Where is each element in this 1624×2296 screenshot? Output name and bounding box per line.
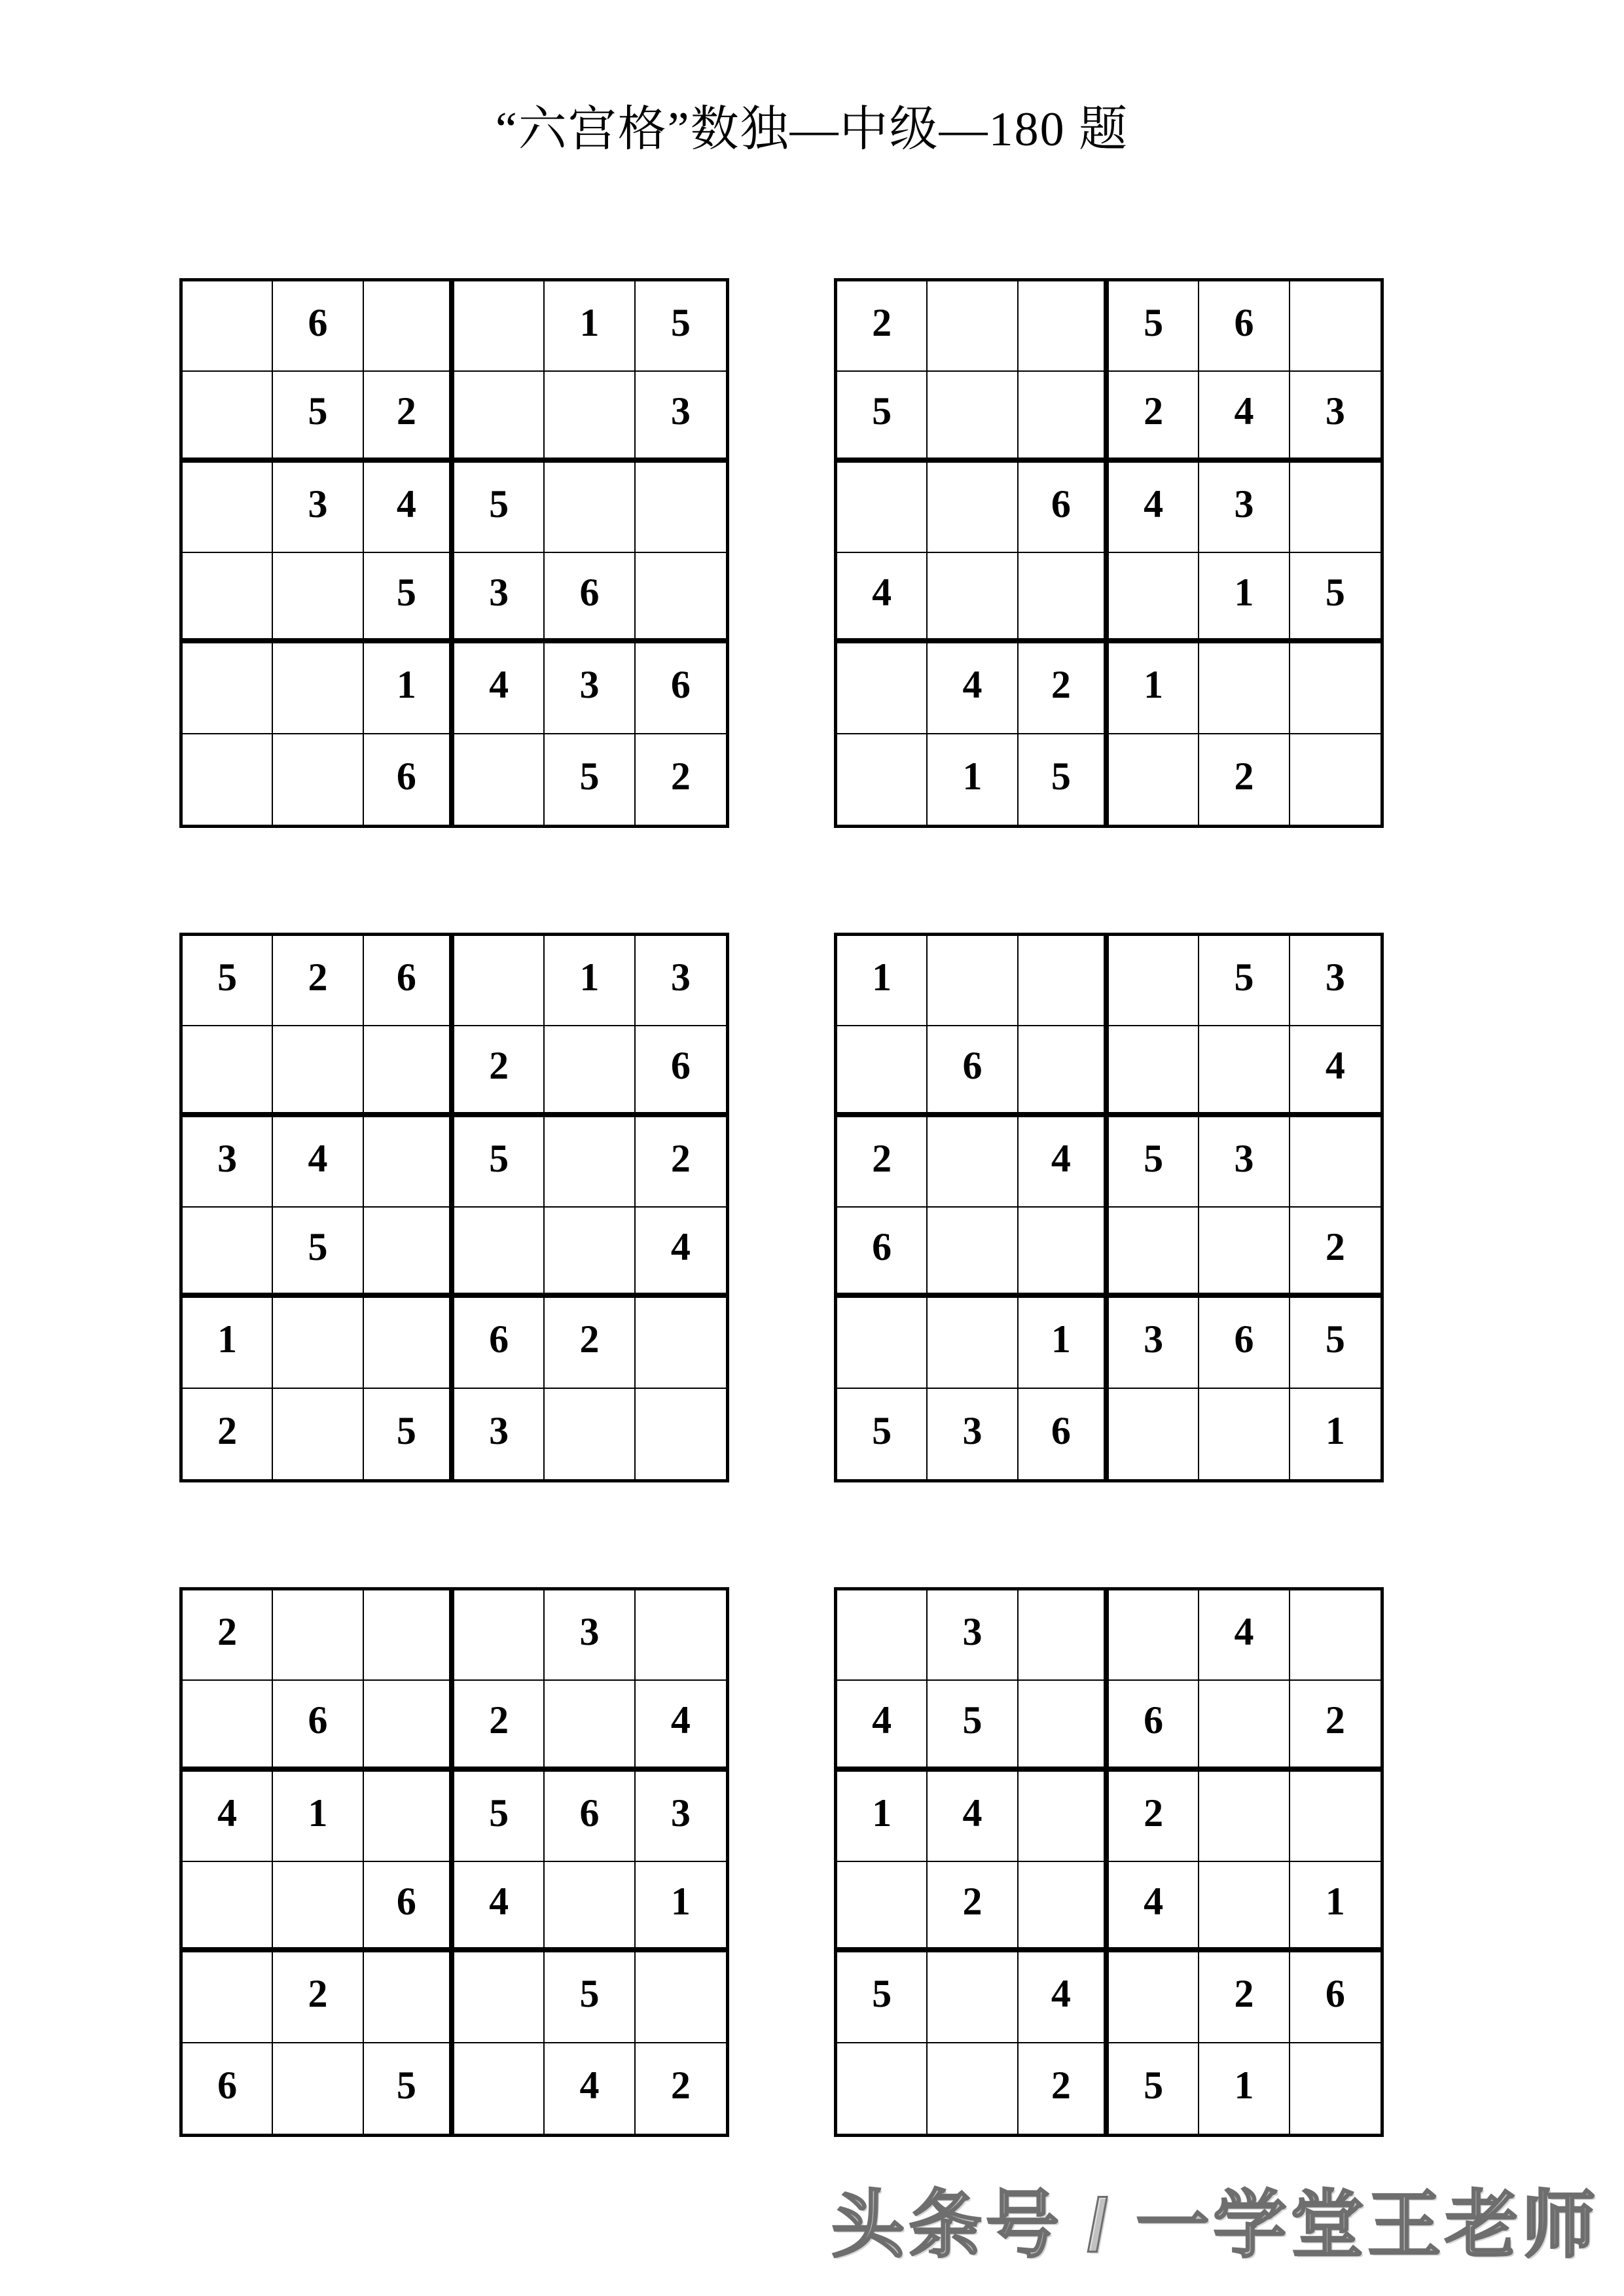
sudoku-given-cell[interactable]: 4 [837,553,928,643]
sudoku-empty-cell[interactable] [1019,372,1109,462]
sudoku-empty-cell[interactable] [928,372,1018,462]
sudoku-given-cell[interactable]: 6 [636,643,726,734]
sudoku-given-cell[interactable]: 5 [273,372,363,462]
sudoku-empty-cell[interactable] [454,734,545,825]
sudoku-empty-cell[interactable] [183,1862,273,1952]
sudoku-empty-cell[interactable] [364,1298,454,1388]
sudoku-empty-cell[interactable] [1109,553,1199,643]
sudoku-given-cell[interactable]: 5 [1109,2043,1199,2134]
sudoku-given-cell[interactable]: 1 [273,1772,363,1862]
sudoku-empty-cell[interactable] [1290,734,1380,825]
sudoku-given-cell[interactable]: 5 [364,2043,454,2134]
sudoku-given-cell[interactable]: 3 [1109,1298,1199,1388]
sudoku-given-cell[interactable]: 6 [364,936,454,1026]
sudoku-given-cell[interactable]: 4 [1109,463,1199,553]
sudoku-empty-cell[interactable] [1019,1590,1109,1681]
sudoku-given-cell[interactable]: 1 [1290,1389,1380,1479]
sudoku-empty-cell[interactable] [928,1208,1018,1298]
sudoku-empty-cell[interactable] [928,1952,1018,2043]
sudoku-empty-cell[interactable] [1199,1389,1290,1479]
sudoku-empty-cell[interactable] [636,553,726,643]
sudoku-empty-cell[interactable] [1019,936,1109,1026]
sudoku-grid-6[interactable] [834,1587,1384,2137]
sudoku-given-cell[interactable]: 4 [364,463,454,553]
sudoku-given-cell[interactable]: 1 [1109,643,1199,734]
sudoku-grid-4[interactable] [834,933,1384,1482]
sudoku-given-cell[interactable]: 6 [545,1772,635,1862]
sudoku-given-cell[interactable]: 4 [273,1117,363,1208]
sudoku-empty-cell[interactable] [183,1681,273,1771]
sudoku-given-cell[interactable]: 5 [364,1389,454,1479]
sudoku-empty-cell[interactable] [454,2043,545,2134]
sudoku-given-cell[interactable]: 5 [1109,281,1199,372]
sudoku-given-cell[interactable]: 2 [1109,1772,1199,1862]
sudoku-empty-cell[interactable] [1199,1026,1290,1117]
sudoku-given-cell[interactable]: 4 [928,1772,1018,1862]
sudoku-empty-cell[interactable] [1290,2043,1380,2134]
sudoku-empty-cell[interactable] [545,1862,635,1952]
sudoku-given-cell[interactable]: 2 [454,1681,545,1771]
sudoku-given-cell[interactable]: 6 [928,1026,1018,1117]
sudoku-empty-cell[interactable] [545,1389,635,1479]
sudoku-empty-cell[interactable] [837,1026,928,1117]
sudoku-empty-cell[interactable] [636,1389,726,1479]
sudoku-given-cell[interactable]: 1 [837,1772,928,1862]
sudoku-given-cell[interactable]: 3 [454,1389,545,1479]
sudoku-given-cell[interactable]: 5 [837,1952,928,2043]
sudoku-given-cell[interactable]: 2 [1019,643,1109,734]
sudoku-given-cell[interactable]: 2 [1019,2043,1109,2134]
sudoku-given-cell[interactable]: 2 [183,1590,273,1681]
page-title: “六宫格”数独—中级—180 题 [495,103,1129,156]
sudoku-empty-cell[interactable] [837,643,928,734]
sudoku-puzzle-2 [834,278,1384,828]
sudoku-given-cell[interactable]: 4 [1290,1026,1380,1117]
sudoku-empty-cell[interactable] [1109,1590,1199,1681]
sudoku-empty-cell[interactable] [183,1952,273,2043]
sudoku-given-cell[interactable]: 3 [273,463,363,553]
sudoku-given-cell[interactable]: 5 [636,281,726,372]
sudoku-given-cell[interactable]: 5 [273,1208,363,1298]
sudoku-given-cell[interactable]: 2 [636,1117,726,1208]
sudoku-empty-cell[interactable] [837,2043,928,2134]
sudoku-given-cell[interactable]: 4 [454,1862,545,1952]
sudoku-empty-cell[interactable] [928,2043,1018,2134]
sudoku-empty-cell[interactable] [273,1590,363,1681]
sudoku-given-cell[interactable]: 6 [454,1298,545,1388]
sudoku-empty-cell[interactable] [1109,1952,1199,2043]
sudoku-empty-cell[interactable] [636,1298,726,1388]
sudoku-grid-5[interactable] [179,1587,729,2137]
sudoku-given-cell[interactable]: 6 [1019,463,1109,553]
sudoku-empty-cell[interactable] [1019,1208,1109,1298]
sudoku-given-cell[interactable]: 6 [545,553,635,643]
sudoku-puzzle-5 [179,1587,729,2137]
sudoku-empty-cell[interactable] [273,1026,363,1117]
sudoku-given-cell[interactable]: 2 [1109,372,1199,462]
sudoku-empty-cell[interactable] [454,372,545,462]
sudoku-given-cell[interactable]: 1 [837,936,928,1026]
sudoku-puzzle-4 [834,933,1384,1482]
sudoku-given-cell[interactable]: 1 [1290,1862,1380,1952]
sudoku-given-cell[interactable]: 3 [545,643,635,734]
sudoku-given-cell[interactable]: 6 [273,1681,363,1771]
sudoku-given-cell[interactable]: 3 [183,1117,273,1208]
sudoku-given-cell[interactable]: 1 [1199,553,1290,643]
sudoku-empty-cell[interactable] [454,936,545,1026]
sudoku-given-cell[interactable]: 2 [1199,734,1290,825]
sudoku-empty-cell[interactable] [1019,553,1109,643]
sudoku-empty-cell[interactable] [545,1681,635,1771]
sudoku-given-cell[interactable]: 3 [1290,372,1380,462]
sudoku-empty-cell[interactable] [273,1862,363,1952]
sudoku-given-cell[interactable]: 2 [545,1298,635,1388]
sudoku-empty-cell[interactable] [1290,281,1380,372]
sudoku-given-cell[interactable]: 1 [636,1862,726,1952]
sudoku-grid-2[interactable] [834,278,1384,828]
sudoku-empty-cell[interactable] [273,1389,363,1479]
sudoku-given-cell[interactable]: 6 [273,281,363,372]
sudoku-given-cell[interactable]: 4 [1109,1862,1199,1952]
sudoku-given-cell[interactable]: 2 [1290,1208,1380,1298]
sudoku-given-cell[interactable]: 5 [837,372,928,462]
sudoku-given-cell[interactable]: 5 [1019,734,1109,825]
sudoku-given-cell[interactable]: 2 [636,2043,726,2134]
sudoku-given-cell[interactable]: 4 [1199,1590,1290,1681]
sudoku-given-cell[interactable]: 5 [454,1772,545,1862]
sudoku-empty-cell[interactable] [545,372,635,462]
puzzle-area [179,278,1449,2107]
sudoku-empty-cell[interactable] [273,1298,363,1388]
sudoku-given-cell[interactable]: 2 [273,1952,363,2043]
sudoku-given-cell[interactable]: 4 [454,643,545,734]
sudoku-puzzle-6 [834,1587,1384,2137]
sudoku-empty-cell[interactable] [928,553,1018,643]
sudoku-empty-cell[interactable] [273,2043,363,2134]
sudoku-empty-cell[interactable] [1290,643,1380,734]
sudoku-given-cell[interactable]: 2 [1199,1952,1290,2043]
sudoku-given-cell[interactable]: 5 [1290,553,1380,643]
sudoku-empty-cell[interactable] [636,1590,726,1681]
sudoku-empty-cell[interactable] [1199,1681,1290,1771]
sudoku-empty-cell[interactable] [928,936,1018,1026]
sudoku-empty-cell[interactable] [364,281,454,372]
sudoku-given-cell[interactable]: 1 [1019,1298,1109,1388]
sudoku-empty-cell[interactable] [545,1117,635,1208]
sudoku-given-cell[interactable]: 3 [636,372,726,462]
sudoku-given-cell[interactable]: 6 [1290,1952,1380,2043]
sudoku-empty-cell[interactable] [1290,1590,1380,1681]
sudoku-given-cell[interactable]: 6 [183,2043,273,2134]
sudoku-given-cell[interactable]: 1 [928,734,1018,825]
sudoku-empty-cell[interactable] [364,1952,454,2043]
sudoku-given-cell[interactable]: 4 [928,643,1018,734]
sudoku-given-cell[interactable]: 3 [928,1389,1018,1479]
sudoku-empty-cell[interactable] [183,1026,273,1117]
sudoku-given-cell[interactable]: 5 [928,1681,1018,1771]
sudoku-given-cell[interactable]: 6 [1199,281,1290,372]
sudoku-empty-cell[interactable] [1019,1862,1109,1952]
sudoku-given-cell[interactable]: 6 [636,1026,726,1117]
sudoku-given-cell[interactable]: 4 [636,1208,726,1298]
sudoku-given-cell[interactable]: 6 [1019,1389,1109,1479]
sudoku-given-cell[interactable]: 3 [928,1590,1018,1681]
sudoku-given-cell[interactable]: 5 [1290,1298,1380,1388]
sudoku-given-cell[interactable]: 2 [837,1117,928,1208]
sudoku-empty-cell[interactable] [1109,936,1199,1026]
sudoku-empty-cell[interactable] [454,1208,545,1298]
sudoku-given-cell[interactable]: 2 [636,734,726,825]
sudoku-empty-cell[interactable] [928,1298,1018,1388]
sudoku-given-cell[interactable]: 4 [1019,1117,1109,1208]
sudoku-empty-cell[interactable] [1290,1117,1380,1208]
sudoku-given-cell[interactable]: 4 [545,2043,635,2134]
sudoku-given-cell[interactable]: 2 [1290,1681,1380,1771]
sudoku-given-cell[interactable]: 3 [636,936,726,1026]
sudoku-empty-cell[interactable] [364,1681,454,1771]
sudoku-empty-cell[interactable] [1109,1208,1199,1298]
sudoku-empty-cell[interactable] [1019,1026,1109,1117]
sudoku-empty-cell[interactable] [1019,281,1109,372]
sudoku-given-cell[interactable]: 2 [183,1389,273,1479]
sudoku-empty-cell[interactable] [837,1298,928,1388]
sudoku-given-cell[interactable]: 6 [364,734,454,825]
sudoku-empty-cell[interactable] [1109,734,1199,825]
sudoku-empty-cell[interactable] [273,734,363,825]
sudoku-empty-cell[interactable] [364,1590,454,1681]
sudoku-empty-cell[interactable] [837,1862,928,1952]
sudoku-given-cell[interactable]: 2 [837,281,928,372]
sudoku-empty-cell[interactable] [364,1772,454,1862]
sudoku-given-cell[interactable]: 2 [273,936,363,1026]
sudoku-given-cell[interactable]: 5 [545,734,635,825]
sudoku-given-cell[interactable]: 6 [364,1862,454,1952]
sudoku-empty-cell[interactable] [1199,1862,1290,1952]
sudoku-given-cell[interactable]: 5 [454,463,545,553]
sudoku-empty-cell[interactable] [364,1208,454,1298]
sudoku-given-cell[interactable]: 5 [545,1952,635,2043]
sudoku-given-cell[interactable]: 4 [636,1681,726,1771]
sudoku-empty-cell[interactable] [837,463,928,553]
sudoku-empty-cell[interactable] [183,463,273,553]
sudoku-empty-cell[interactable] [636,463,726,553]
sudoku-empty-cell[interactable] [1019,1681,1109,1771]
sudoku-puzzle-1 [179,278,729,828]
sudoku-empty-cell[interactable] [183,281,273,372]
sudoku-given-cell[interactable]: 5 [364,553,454,643]
sudoku-given-cell[interactable]: 3 [454,553,545,643]
sudoku-empty-cell[interactable] [454,281,545,372]
sudoku-given-cell[interactable]: 5 [837,1389,928,1479]
sudoku-empty-cell[interactable] [837,1590,928,1681]
sudoku-empty-cell[interactable] [1019,1772,1109,1862]
sudoku-empty-cell[interactable] [364,1026,454,1117]
sudoku-empty-cell[interactable] [636,1952,726,2043]
sudoku-given-cell[interactable]: 3 [1290,936,1380,1026]
sudoku-empty-cell[interactable] [1199,643,1290,734]
sudoku-empty-cell[interactable] [928,281,1018,372]
sudoku-empty-cell[interactable] [1199,1208,1290,1298]
sudoku-given-cell[interactable]: 3 [545,1590,635,1681]
sudoku-given-cell[interactable]: 1 [545,936,635,1026]
sudoku-grid-3[interactable] [179,933,729,1482]
sudoku-given-cell[interactable]: 2 [364,372,454,462]
sudoku-empty-cell[interactable] [1109,1389,1199,1479]
sudoku-given-cell[interactable]: 4 [183,1772,273,1862]
sudoku-given-cell[interactable]: 4 [1019,1952,1109,2043]
sudoku-empty-cell[interactable] [545,463,635,553]
sudoku-empty-cell[interactable] [928,1117,1018,1208]
sudoku-empty-cell[interactable] [183,734,273,825]
sudoku-given-cell[interactable]: 5 [1199,936,1290,1026]
sudoku-given-cell[interactable]: 3 [1199,463,1290,553]
sudoku-empty-cell[interactable] [1290,463,1380,553]
sudoku-empty-cell[interactable] [454,1590,545,1681]
sudoku-empty-cell[interactable] [273,553,363,643]
sudoku-grid-1[interactable] [179,278,729,828]
sudoku-given-cell[interactable]: 6 [1199,1298,1290,1388]
sudoku-given-cell[interactable]: 6 [837,1208,928,1298]
watermark-text: 头条号 / 一学堂王老师 [831,2184,1600,2266]
sudoku-empty-cell[interactable] [183,553,273,643]
sudoku-empty-cell[interactable] [1290,1772,1380,1862]
sudoku-empty-cell[interactable] [545,1208,635,1298]
sudoku-given-cell[interactable]: 1 [364,643,454,734]
sudoku-given-cell[interactable]: 5 [183,936,273,1026]
sudoku-empty-cell[interactable] [454,1952,545,2043]
sudoku-given-cell[interactable]: 1 [1199,2043,1290,2134]
sudoku-empty-cell[interactable] [928,463,1018,553]
sudoku-given-cell[interactable]: 2 [454,1026,545,1117]
sudoku-puzzle-3 [179,933,729,1482]
sudoku-empty-cell[interactable] [545,1026,635,1117]
sudoku-empty-cell[interactable] [1109,1026,1199,1117]
sudoku-given-cell[interactable]: 2 [928,1862,1018,1952]
sudoku-given-cell[interactable]: 1 [183,1298,273,1388]
sudoku-empty-cell[interactable] [183,1208,273,1298]
sudoku-empty-cell[interactable] [183,643,273,734]
sudoku-given-cell[interactable]: 4 [1199,372,1290,462]
sudoku-empty-cell[interactable] [273,643,363,734]
sudoku-given-cell[interactable]: 5 [454,1117,545,1208]
sudoku-given-cell[interactable]: 6 [1109,1681,1199,1771]
sudoku-empty-cell[interactable] [183,372,273,462]
sudoku-empty-cell[interactable] [837,734,928,825]
sudoku-given-cell[interactable]: 4 [837,1681,928,1771]
sudoku-empty-cell[interactable] [364,1117,454,1208]
sudoku-given-cell[interactable]: 1 [545,281,635,372]
sudoku-given-cell[interactable]: 3 [1199,1117,1290,1208]
sudoku-given-cell[interactable]: 5 [1109,1117,1199,1208]
sudoku-given-cell[interactable]: 3 [636,1772,726,1862]
sudoku-empty-cell[interactable] [1199,1772,1290,1862]
